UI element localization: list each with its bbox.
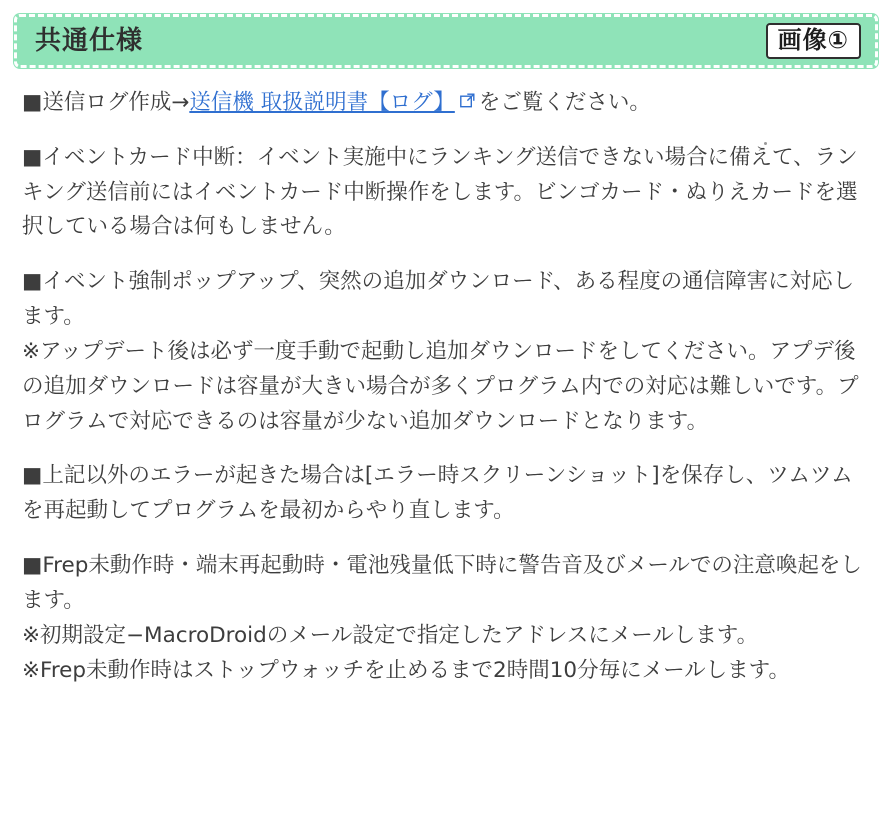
paragraph-error-screenshot: ■上記以外のエラーが起きた場合は[エラー時スクリーンショット]を保存し、ツムツムを再起動してプログラムを最初からやり直します。 xyxy=(22,463,853,524)
paragraph-event-popup: ■イベント強制ポップアップ、突然の追加ダウンロード、ある程度の通信障害に対応します。 xyxy=(22,269,855,330)
send-log-suffix: をご覧ください。 xyxy=(478,90,651,115)
page-title: 共通仕様 xyxy=(35,26,144,56)
document-body xyxy=(0,68,892,688)
document-page xyxy=(0,14,892,817)
paragraph-frep-stopwatch: ※Frep未動作時はストップウォッチを止めるまで2時間10分毎にメールします。 xyxy=(22,657,790,683)
send-log-prefix: ■送信ログ作成→ xyxy=(22,90,190,115)
stray-dot xyxy=(764,142,767,145)
paragraph-frep-alert: ■Frep未動作時・端末再起動時・電池残量低下時に警告音及びメールでの注意喚起をします。 xyxy=(22,553,862,613)
paragraph-event-card-suspend: ■イベントカード中断：イベント実施中にランキング送信できない場合に備えて、ランキング送信前にはイベントカード中断操作をします。ビンゴカード・ぬりえカードを選択している場合は何もしません。 xyxy=(22,144,858,240)
paragraph-mail-setting: ※初期設定−MacroDroidのメール設定で指定したアドレスにメールします。 xyxy=(22,622,759,648)
section-banner xyxy=(14,14,878,68)
send-log-manual-link[interactable]: 送信機 取扱説明書【ログ】 xyxy=(189,90,455,115)
paragraph-update-note: ※アップデート後は必ず一度手動で起動し追加ダウンロードをしてください。アプデ後の追加ダウンロードは容量が大きい場合が多くプログラム内での対応は難しいです。プログラムで対応できるのは容量が少ない追加ダウンロードとなります。 xyxy=(22,338,859,434)
external-link-icon xyxy=(460,93,475,108)
paragraph-send-log xyxy=(22,86,874,121)
image-number-badge: 画像① xyxy=(766,23,861,59)
